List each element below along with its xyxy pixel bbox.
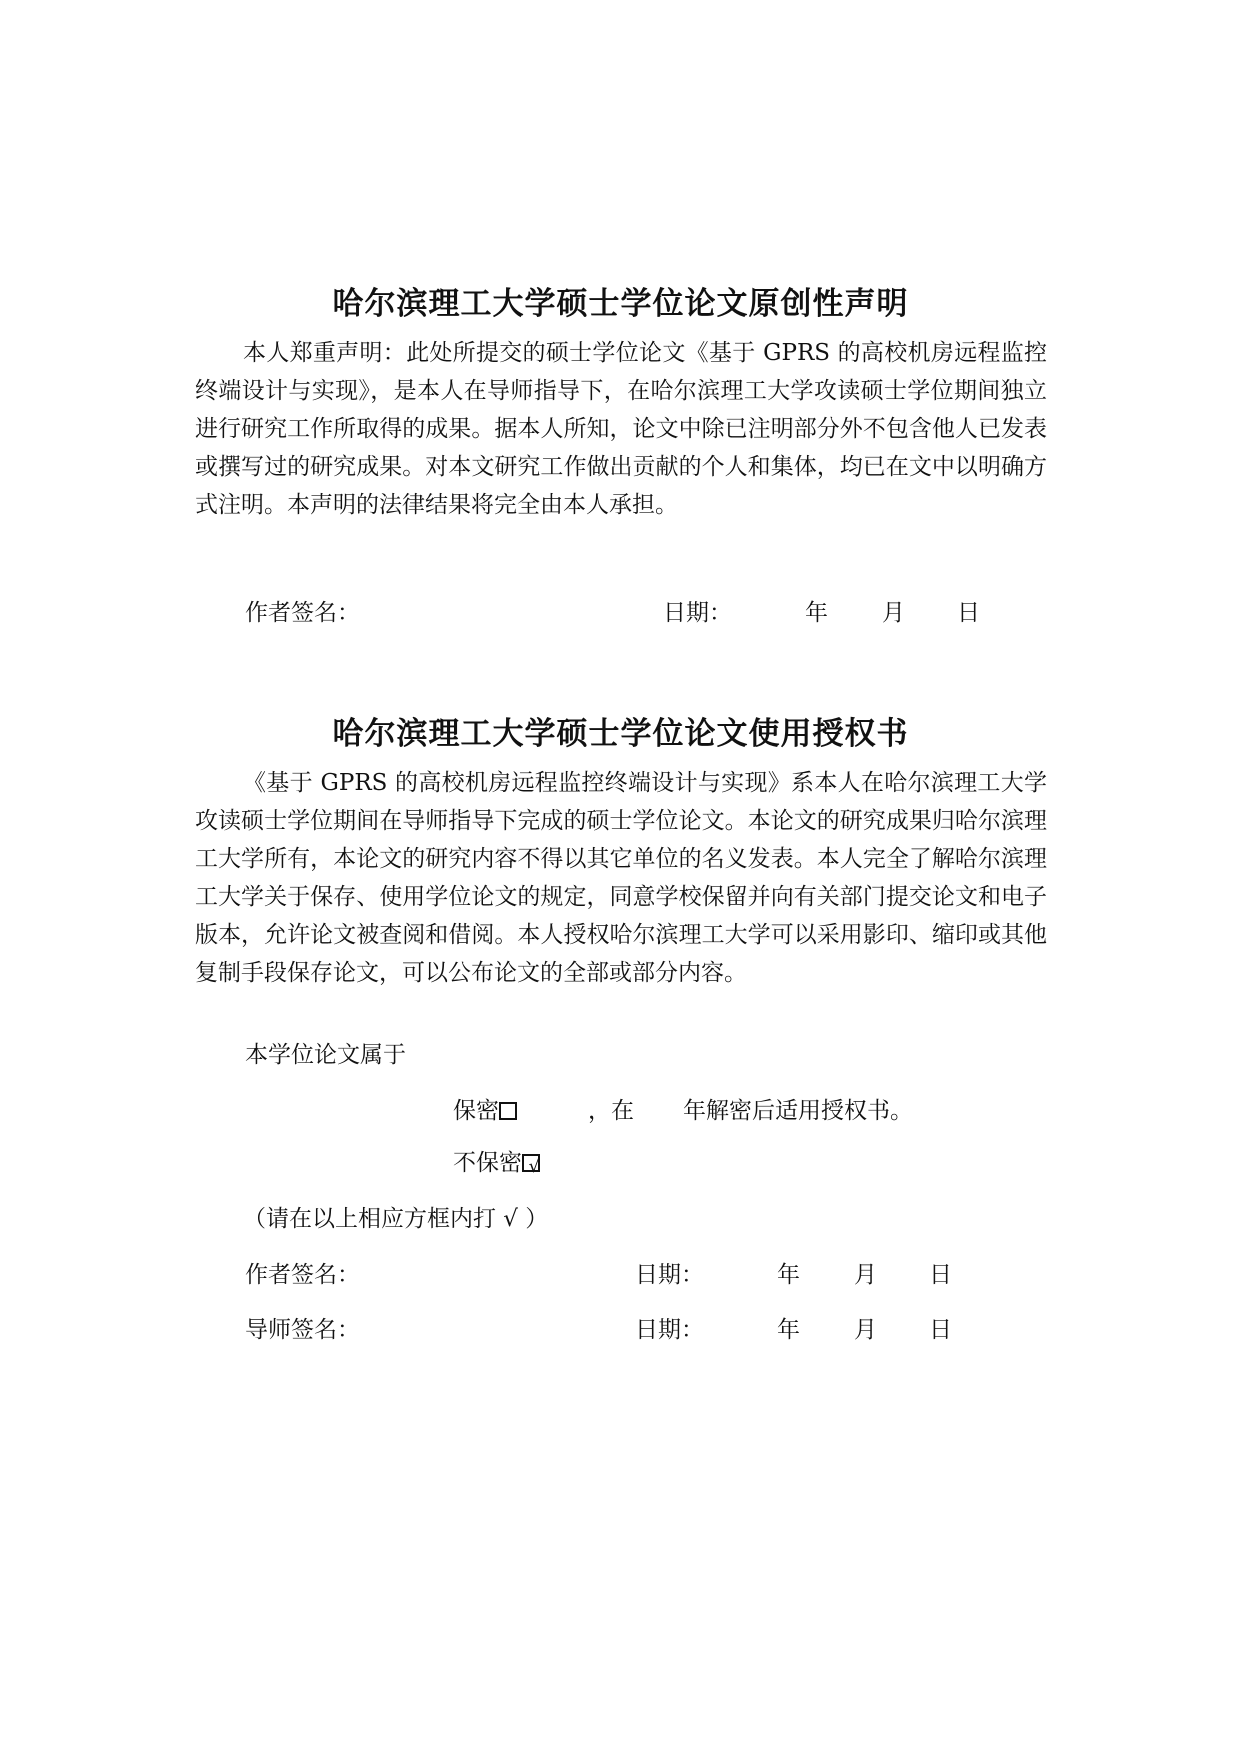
- advisor-year-label: 年: [777, 1317, 800, 1343]
- advisor-day-label: 日: [929, 1317, 952, 1343]
- authorization-author-year-label: 年: [777, 1262, 800, 1288]
- thesis-classification-label: 本学位论文属于: [245, 1042, 406, 1068]
- secret-in-label: ，在: [588, 1098, 634, 1124]
- authorization-author-date-label: 日期：: [635, 1262, 704, 1288]
- advisor-date-label: 日期：: [635, 1317, 704, 1343]
- check-mark-icon: √: [528, 1156, 540, 1177]
- secret-checkbox[interactable]: [499, 1102, 517, 1120]
- not-secret-label: 不保密: [453, 1150, 522, 1176]
- advisor-month-label: 月: [854, 1317, 877, 1343]
- secret-suffix-label: 年解密后适用授权书。: [683, 1098, 913, 1124]
- authorization-body: 《基于 GPRS 的高校机房远程监控终端设计与实现》系本人在哈尔滨理工大学攻读硕士学位期间在导师指导下完成的硕士学位论文。本论文的研究成果归哈尔滨理工大学所有，本论文的研究内容不得以其它单位的名义发表。本人完全了解哈尔滨理工大学关于保存、使用学位论文的规定，同意学校保留并向有关部门提交论文和电子版本，允许论文被查阅和借阅。本人授权哈尔滨理工大学可以采用影印、缩印或其他复制手段保存论文，可以公布论文的全部或部分内容。: [195, 770, 1047, 986]
- check-instruction: （请在以上相应方框内打 √ ）: [243, 1206, 549, 1232]
- authorization-title: 哈尔滨理工大学硕士学位论文使用授权书: [332, 716, 909, 752]
- declaration-year-label: 年: [805, 600, 828, 626]
- declaration-author-signature-label: 作者签名：: [245, 600, 360, 626]
- authorization-author-day-label: 日: [929, 1262, 952, 1288]
- not-secret-option: [453, 1148, 540, 1178]
- declaration-month-label: 月: [882, 600, 905, 626]
- authorization-author-month-label: 月: [854, 1262, 877, 1288]
- declaration-title: 哈尔滨理工大学硕士学位论文原创性声明: [332, 286, 909, 322]
- secret-option: [453, 1096, 517, 1126]
- not-secret-checkbox[interactable]: [522, 1154, 540, 1177]
- authorization-author-signature-label: 作者签名：: [245, 1262, 360, 1288]
- secret-label: 保密: [453, 1098, 499, 1124]
- declaration-body: 本人郑重声明：此处所提交的硕士学位论文《基于 GPRS 的高校机房远程监控终端设计与实现》，是本人在导师指导下，在哈尔滨理工大学攻读硕士学位期间独立进行研究工作所取得的成果。据本人所知，论文中除已注明部分外不包含他人已发表或撰写过的研究成果。对本文研究工作做出贡献的个人和集体，均已在文中以明确方式注明。本声明的法律结果将完全由本人承担。: [195, 340, 1047, 518]
- advisor-signature-label: 导师签名：: [245, 1317, 360, 1343]
- declaration-date-label: 日期：: [663, 600, 732, 626]
- declaration-day-label: 日: [957, 600, 980, 626]
